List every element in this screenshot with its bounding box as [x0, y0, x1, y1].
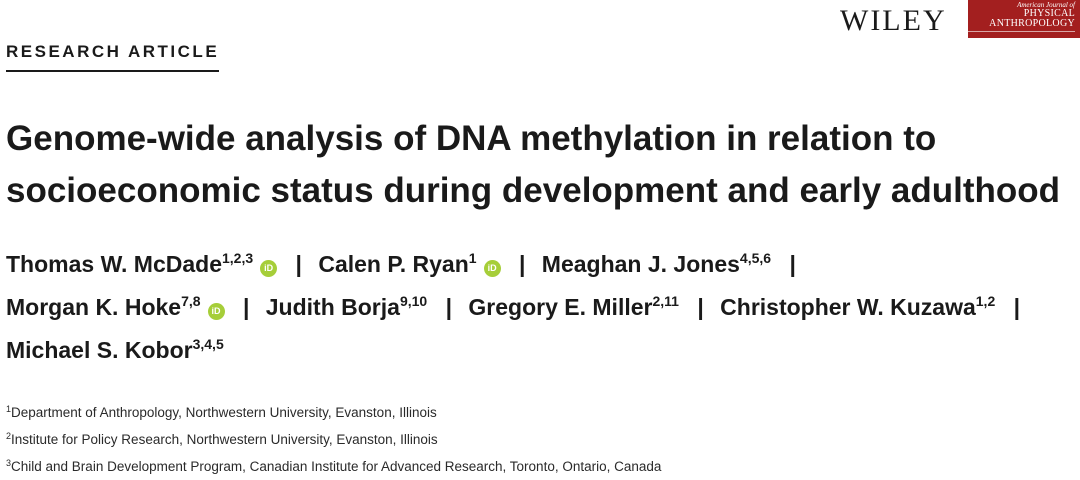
author-name[interactable]: Judith Borja: [265, 294, 400, 320]
journal-logo-line3: ANTHROPOLOGY: [989, 18, 1075, 29]
article-title-line-1: Genome-wide analysis of DNA methylation in relation to: [6, 119, 937, 158]
author-affiliation-refs: 4,5,6: [739, 250, 772, 266]
affiliation-item: [6, 453, 661, 480]
article-title-line-2: socioeconomic status during development and early adulthood: [6, 171, 1061, 210]
author-separator: |: [697, 294, 704, 320]
affiliation-number: 2: [6, 431, 12, 441]
publisher-logo: WILEY: [840, 4, 947, 37]
author-name[interactable]: Gregory E. Miller: [468, 294, 653, 320]
author-line-1: [6, 243, 1080, 286]
author[interactable]: [542, 251, 771, 277]
author-name[interactable]: Morgan K. Hoke: [6, 294, 182, 320]
author-name[interactable]: Thomas W. McDade: [6, 251, 222, 277]
affiliation-number: 3: [6, 458, 12, 468]
article-type-label: RESEARCH ARTICLE: [6, 42, 219, 72]
affiliation-number: 1: [6, 404, 12, 414]
journal-logo: [968, 0, 1080, 38]
affiliation-text: Institute for Policy Research, Northwestern University, Evanston, Illinois: [11, 432, 438, 447]
author[interactable]: [6, 337, 224, 363]
orcid-icon[interactable]: iD: [484, 260, 501, 277]
orcid-icon[interactable]: iD: [260, 260, 277, 277]
orcid-icon[interactable]: iD: [208, 303, 225, 320]
author-line-3: [6, 329, 1080, 372]
author-line-2: [6, 286, 1080, 329]
author-separator: |: [242, 294, 250, 320]
affiliation-text: Child and Brain Development Program, Canadian Institute for Advanced Research, Toronto, Ontario, Canada: [11, 459, 662, 474]
author-affiliation-refs: 1,2,3: [221, 250, 254, 266]
author-affiliation-refs: 3,4,5: [192, 336, 224, 352]
affiliation-item: [6, 426, 661, 453]
author-separator: |: [295, 251, 302, 277]
author[interactable]: [266, 294, 427, 320]
author[interactable]: [6, 251, 253, 277]
author-affiliation-refs: 1,2: [975, 293, 996, 309]
author-separator: |: [1013, 294, 1021, 320]
author-name[interactable]: Michael S. Kobor: [6, 337, 193, 363]
author-affiliation-refs: 1: [468, 250, 477, 266]
affiliation-item: [6, 399, 661, 426]
journal-logo-rule: [968, 31, 1075, 32]
author-separator: |: [789, 251, 796, 277]
author[interactable]: [468, 294, 679, 320]
author[interactable]: [6, 294, 201, 320]
author-affiliation-refs: 9,10: [399, 293, 428, 309]
affiliation-list: [6, 399, 661, 480]
author[interactable]: [318, 251, 476, 277]
author[interactable]: [720, 294, 995, 320]
author-name[interactable]: Meaghan J. Jones: [541, 251, 740, 277]
journal-logo-line2: PHYSICAL: [1023, 8, 1075, 19]
author-affiliation-refs: 7,8: [181, 293, 201, 309]
journal-logo-line1: American Journal of: [1017, 1, 1075, 9]
author-separator: |: [445, 294, 453, 320]
article-title: [6, 113, 1076, 217]
author-separator: |: [518, 251, 526, 277]
author-name[interactable]: Christopher W. Kuzawa: [720, 294, 976, 320]
author-affiliation-refs: 2,11: [652, 293, 679, 309]
affiliation-text: Department of Anthropology, Northwestern University, Evanston, Illinois: [11, 405, 437, 420]
author-list: [6, 243, 1080, 372]
author-name[interactable]: Calen P. Ryan: [318, 251, 469, 277]
